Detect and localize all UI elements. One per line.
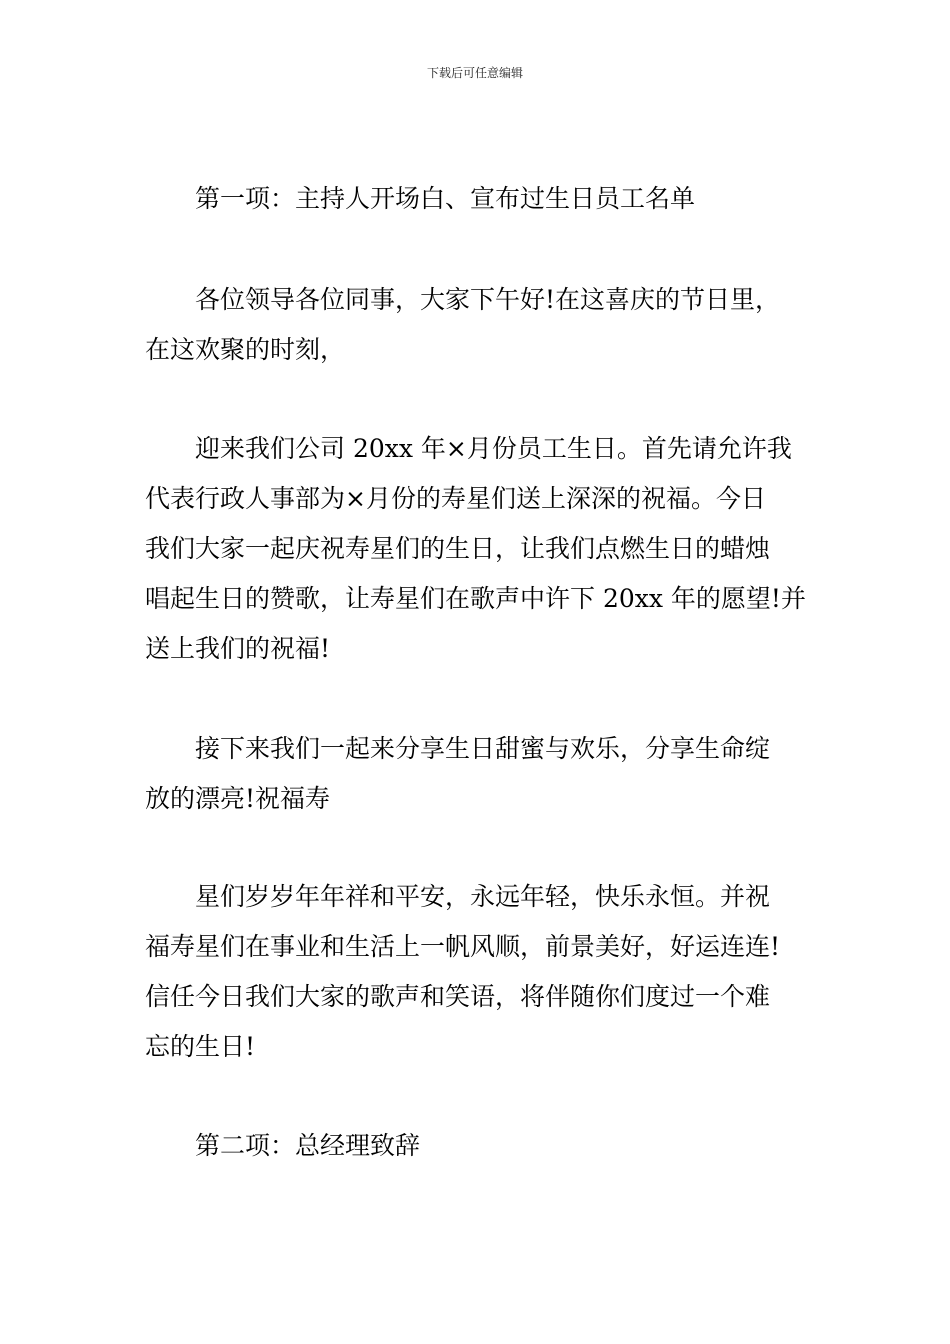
- paragraph-line: 在这欢聚的时刻，: [145, 335, 346, 364]
- paragraph-line: 我们大家一起庆祝寿星们的生日，让我们点燃生日的蜡烛: [145, 534, 771, 563]
- paragraph-line: 送上我们的祝福!: [145, 634, 331, 663]
- paragraph-line: 迎来我们公司 20xx 年×月份员工生日。首先请允许我: [195, 434, 792, 463]
- paragraph-line: 信任今日我们大家的歌声和笑语，将伴随你们度过一个难: [145, 982, 771, 1011]
- paragraph-line: 福寿星们在事业和生活上一帆风顺，前景美好，好运连连!: [145, 932, 781, 961]
- paragraph-line: 放的漂亮!祝福寿: [145, 784, 331, 813]
- page-header: 下载后可任意编辑: [426, 66, 523, 80]
- section-heading-2: 第二项：总经理致辞: [195, 1131, 421, 1160]
- paragraph-line: 接下来我们一起来分享生日甜蜜与欢乐，分享生命绽: [195, 734, 771, 763]
- paragraph-line: 忘的生日!: [145, 1032, 256, 1061]
- section-heading-1: 第一项：主持人开场白、宣布过生日员工名单: [195, 184, 696, 213]
- paragraph-line: 星们岁岁年年祥和平安，永远年轻，快乐永恒。并祝: [195, 882, 771, 911]
- paragraph-line: 代表行政人事部为×月份的寿星们送上深深的祝福。今日: [145, 484, 766, 513]
- paragraph-line: 唱起生日的赞歌，让寿星们在歌声中许下 20xx 年的愿望!并: [145, 584, 806, 613]
- paragraph-line: 各位领导各位同事，大家下午好!在这喜庆的节日里，: [195, 285, 781, 314]
